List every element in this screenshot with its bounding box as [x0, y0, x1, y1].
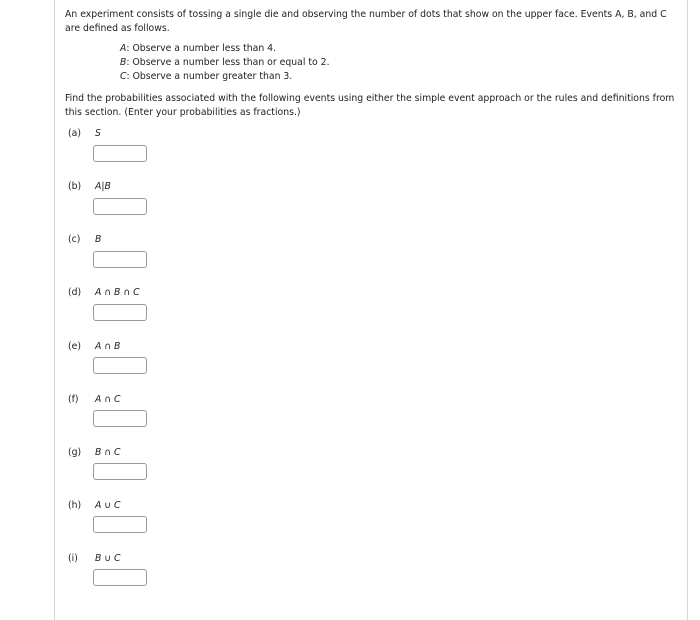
instructions: Find the probabilities associated with the following events using either the simple event approach or the rules and definitions from this section. (Enter your probabilities as fractions.) — [65, 93, 675, 118]
part-f-label: (f) — [68, 394, 79, 405]
part-b-prompt — [68, 180, 111, 194]
part-b-expression: A|B — [94, 181, 111, 192]
part-h-expression: A ∪ C — [94, 500, 121, 511]
part-c-expression: B — [94, 234, 102, 245]
part-b-label: (b) — [68, 181, 82, 192]
part-h-label: (h) — [68, 500, 82, 511]
part-d-label: (d) — [68, 287, 82, 298]
part-i-answer-input[interactable] — [93, 569, 147, 586]
event-b-definition — [120, 56, 330, 70]
part-c-answer-input[interactable] — [93, 251, 147, 268]
part-f-prompt — [68, 393, 121, 407]
part-d-answer-input[interactable] — [93, 304, 147, 321]
part-d-prompt — [68, 286, 140, 300]
part-a-label: (a) — [68, 128, 81, 139]
event-c-definition — [120, 70, 330, 84]
part-a-expression: S — [94, 128, 101, 139]
event-a-definition — [120, 42, 330, 56]
part-e-label: (e) — [68, 341, 81, 352]
part-b-answer-input[interactable] — [93, 198, 147, 215]
event-c-text: : Observe a number greater than 3. — [126, 71, 293, 82]
part-e-answer-input[interactable] — [93, 357, 147, 374]
part-e-expression: A ∩ B — [94, 341, 121, 352]
event-b-name: B — [120, 57, 127, 68]
part-h-prompt — [68, 499, 121, 513]
part-i-prompt — [68, 552, 121, 566]
part-d-expression: A ∩ B ∩ C — [94, 287, 140, 298]
event-a-name: A — [120, 43, 127, 54]
part-c-prompt — [68, 233, 101, 247]
part-g-expression: B ∩ C — [94, 447, 121, 458]
part-i-label: (i) — [68, 553, 78, 564]
part-g-answer-input[interactable] — [93, 463, 147, 480]
event-definitions — [120, 42, 330, 84]
event-c-name: C — [120, 71, 127, 82]
part-a-answer-input[interactable] — [93, 145, 147, 162]
part-h-answer-input[interactable] — [93, 516, 147, 533]
part-f-expression: A ∩ C — [94, 394, 121, 405]
problem-intro: An experiment consists of tossing a single die and observing the number of dots that show on the upper face. Events A, B, and C are defined as follows. — [65, 9, 667, 34]
part-g-label: (g) — [68, 447, 82, 458]
part-f-answer-input[interactable] — [93, 410, 147, 427]
part-c-label: (c) — [68, 234, 81, 245]
part-i-expression: B ∪ C — [94, 553, 121, 564]
part-a-prompt — [68, 127, 101, 141]
part-g-prompt — [68, 446, 121, 460]
event-b-text: : Observe a number less than or equal to 2. — [126, 57, 330, 68]
event-a-text: : Observe a number less than 4. — [126, 43, 277, 54]
part-e-prompt — [68, 340, 120, 354]
